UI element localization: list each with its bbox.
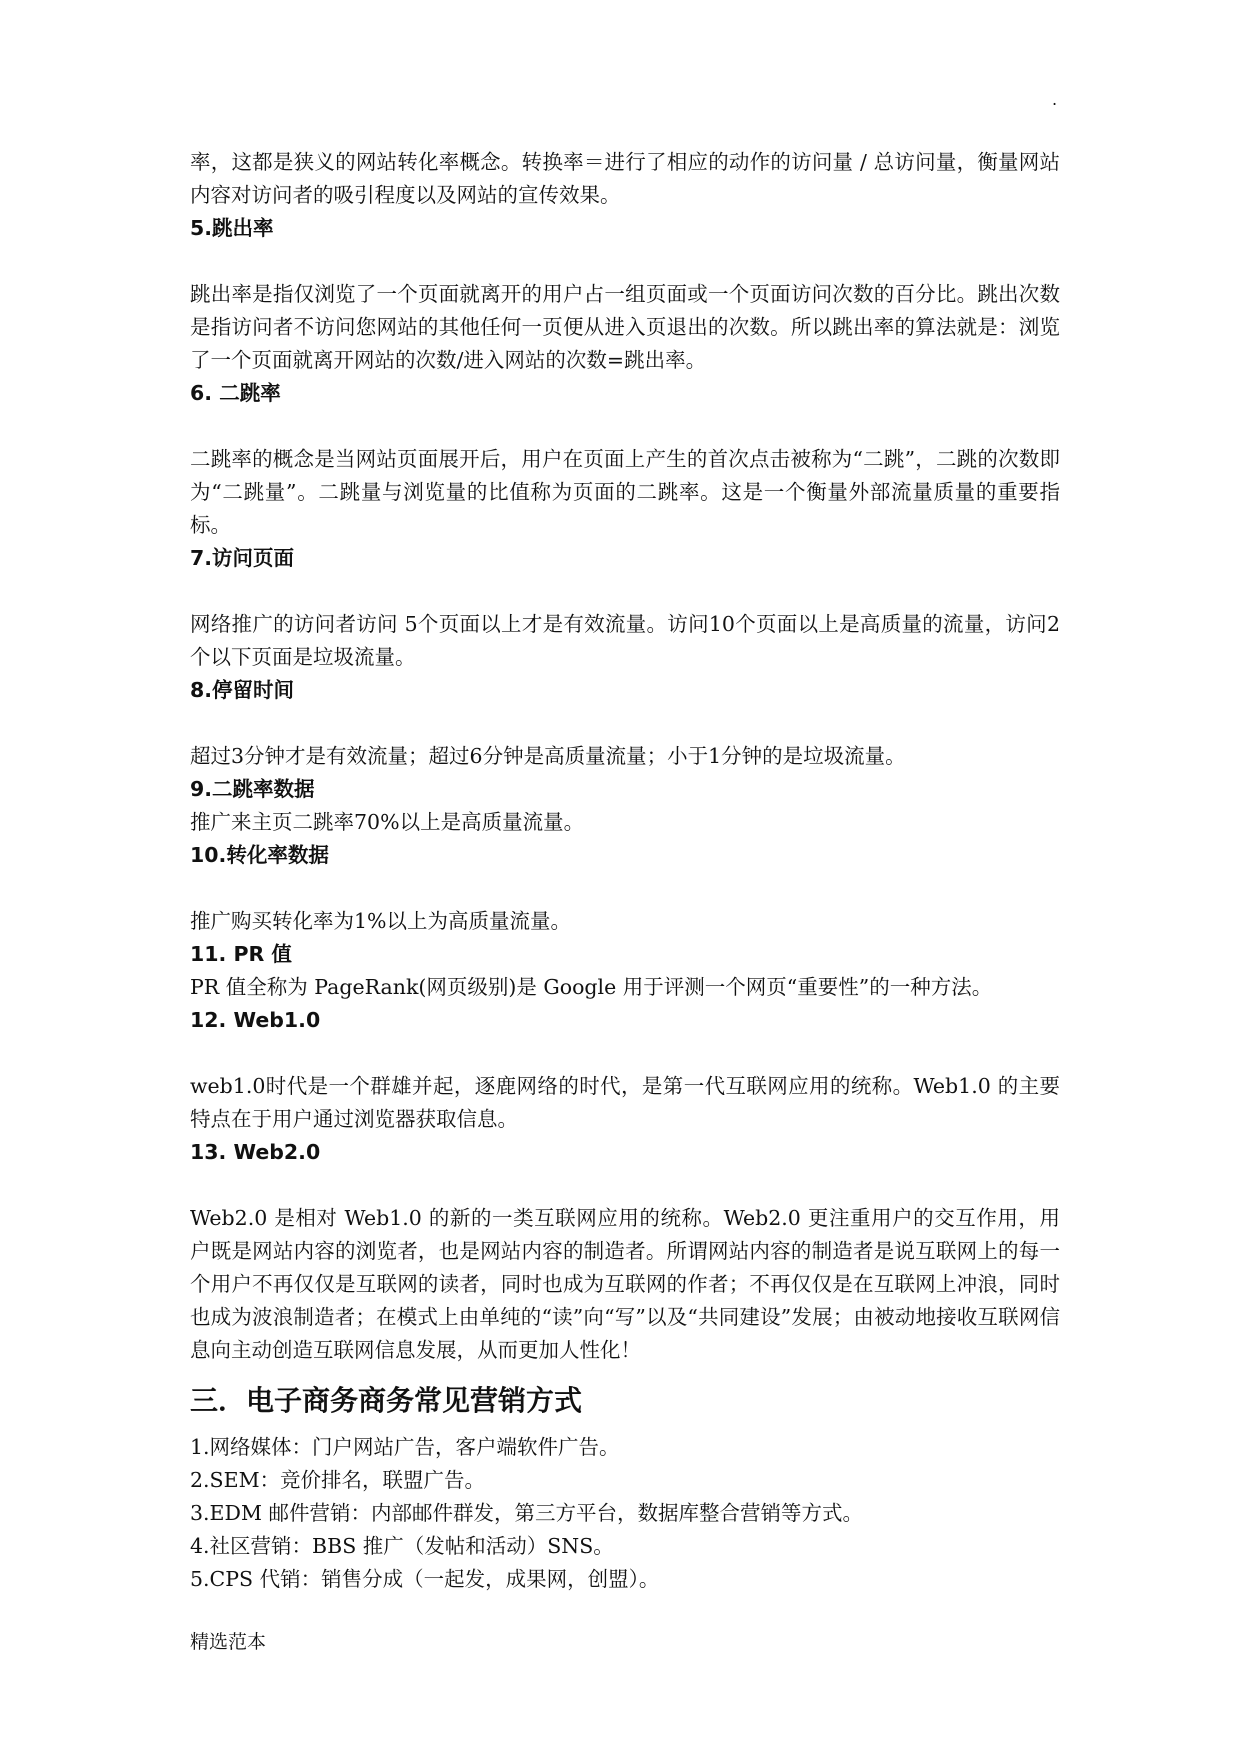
- heading-second-jump-rate: 6. 二跳率: [190, 381, 281, 405]
- paragraph-second-jump-data: 推广来主页二跳率70%以上是高质量流量。: [190, 810, 585, 834]
- spacer: [190, 1037, 1060, 1070]
- spacer: [190, 1169, 1060, 1202]
- heading-web2: 13. Web2.0: [190, 1140, 321, 1164]
- paragraph-web1: web1.0时代是一个群雄并起，逐鹿网络的时代，是第一代互联网应用的统称。Web1.0 的主要特点在于用户通过浏览器获取信息。: [190, 1074, 1060, 1131]
- list-item: 5.CPS 代销：销售分成（一起发，成果网，创盟）。: [190, 1567, 660, 1591]
- section-title: 三．电子商务商务常见营销方式: [190, 1384, 583, 1417]
- heading-pr-value: 11. PR 值: [190, 942, 292, 966]
- paragraph-web2: Web2.0 是相对 Web1.0 的新的一类互联网应用的统称。Web2.0 更注重用户的交互作用，用户既是网站内容的浏览者，也是网站内容的制造者。所谓网站内容的制造者是说互联网上的每一个用户不再仅仅是互联网的读者，同时也成为互联网的作者；不再仅仅是在互联网上冲浪，同时也成为波浪制造者；在模式上由单纯的“读”向“写”以及“共同建设”发展；由被动地接收互联网信息向主动创造互联网信息发展，从而更加人性化！: [190, 1206, 1060, 1362]
- list-item: 3.EDM 邮件营销：内部邮件群发，第三方平台，数据库整合营销等方式。: [190, 1501, 863, 1525]
- list-item: 1.网络媒体：门户网站广告，客户端软件广告。: [190, 1435, 620, 1459]
- paragraph-pr-value: PR 值全称为 PageRank(网页级别)是 Google 用于评测一个网页“重要性”的一种方法。: [190, 975, 993, 999]
- paragraph-visited-pages: 网络推广的访问者访问 5个页面以上才是有效流量。访问10个页面以上是高质量的流量，访问2个以下页面是垃圾流量。: [190, 612, 1060, 669]
- list-item: 2.SEM：竞价排名，联盟广告。: [190, 1468, 486, 1492]
- spacer: [190, 872, 1060, 905]
- paragraph-second-jump-rate: 二跳率的概念是当网站页面展开后，用户在页面上产生的首次点击被称为“二跳”，二跳的次数即为“二跳量”。二跳量与浏览量的比值称为页面的二跳率。这是一个衡量外部流量质量的重要指标。: [190, 447, 1060, 537]
- paragraph-stay-time: 超过3分钟才是有效流量；超过6分钟是高质量流量；小于1分钟的是垃圾流量。: [190, 744, 906, 768]
- spacer: [190, 245, 1060, 278]
- list-item: 4.社区营销：BBS 推广（发帖和活动）SNS。: [190, 1534, 614, 1558]
- spacer: [190, 410, 1060, 443]
- paragraph-bounce-rate: 跳出率是指仅浏览了一个页面就离开的用户占一组页面或一个页面访问次数的百分比。跳出次数是指访问者不访问您网站的其他任何一页便从进入页退出的次数。所以跳出率的算法就是：浏览了一个页面就离开网站的次数/进入网站的次数=跳出率。: [190, 282, 1060, 372]
- page-marker: .: [1052, 90, 1058, 109]
- heading-second-jump-data: 9.二跳率数据: [190, 777, 315, 801]
- heading-web1: 12. Web1.0: [190, 1008, 321, 1032]
- intro-paragraph: 率，这都是狭义的网站转化率概念。转换率＝进行了相应的动作的访问量 / 总访问量，衡量网站内容对访问者的吸引程度以及网站的宣传效果。: [190, 150, 1060, 207]
- spacer: [190, 707, 1060, 740]
- spacer: [190, 575, 1060, 608]
- heading-conversion-data: 10.转化率数据: [190, 843, 329, 867]
- page-footer: 精选范本: [190, 1631, 267, 1653]
- document-body: [190, 146, 1060, 1596]
- heading-stay-time: 8.停留时间: [190, 678, 295, 702]
- heading-visited-pages: 7.访问页面: [190, 546, 295, 570]
- heading-bounce-rate: 5.跳出率: [190, 216, 274, 240]
- paragraph-conversion-data: 推广购买转化率为1%以上为高质量流量。: [190, 909, 572, 933]
